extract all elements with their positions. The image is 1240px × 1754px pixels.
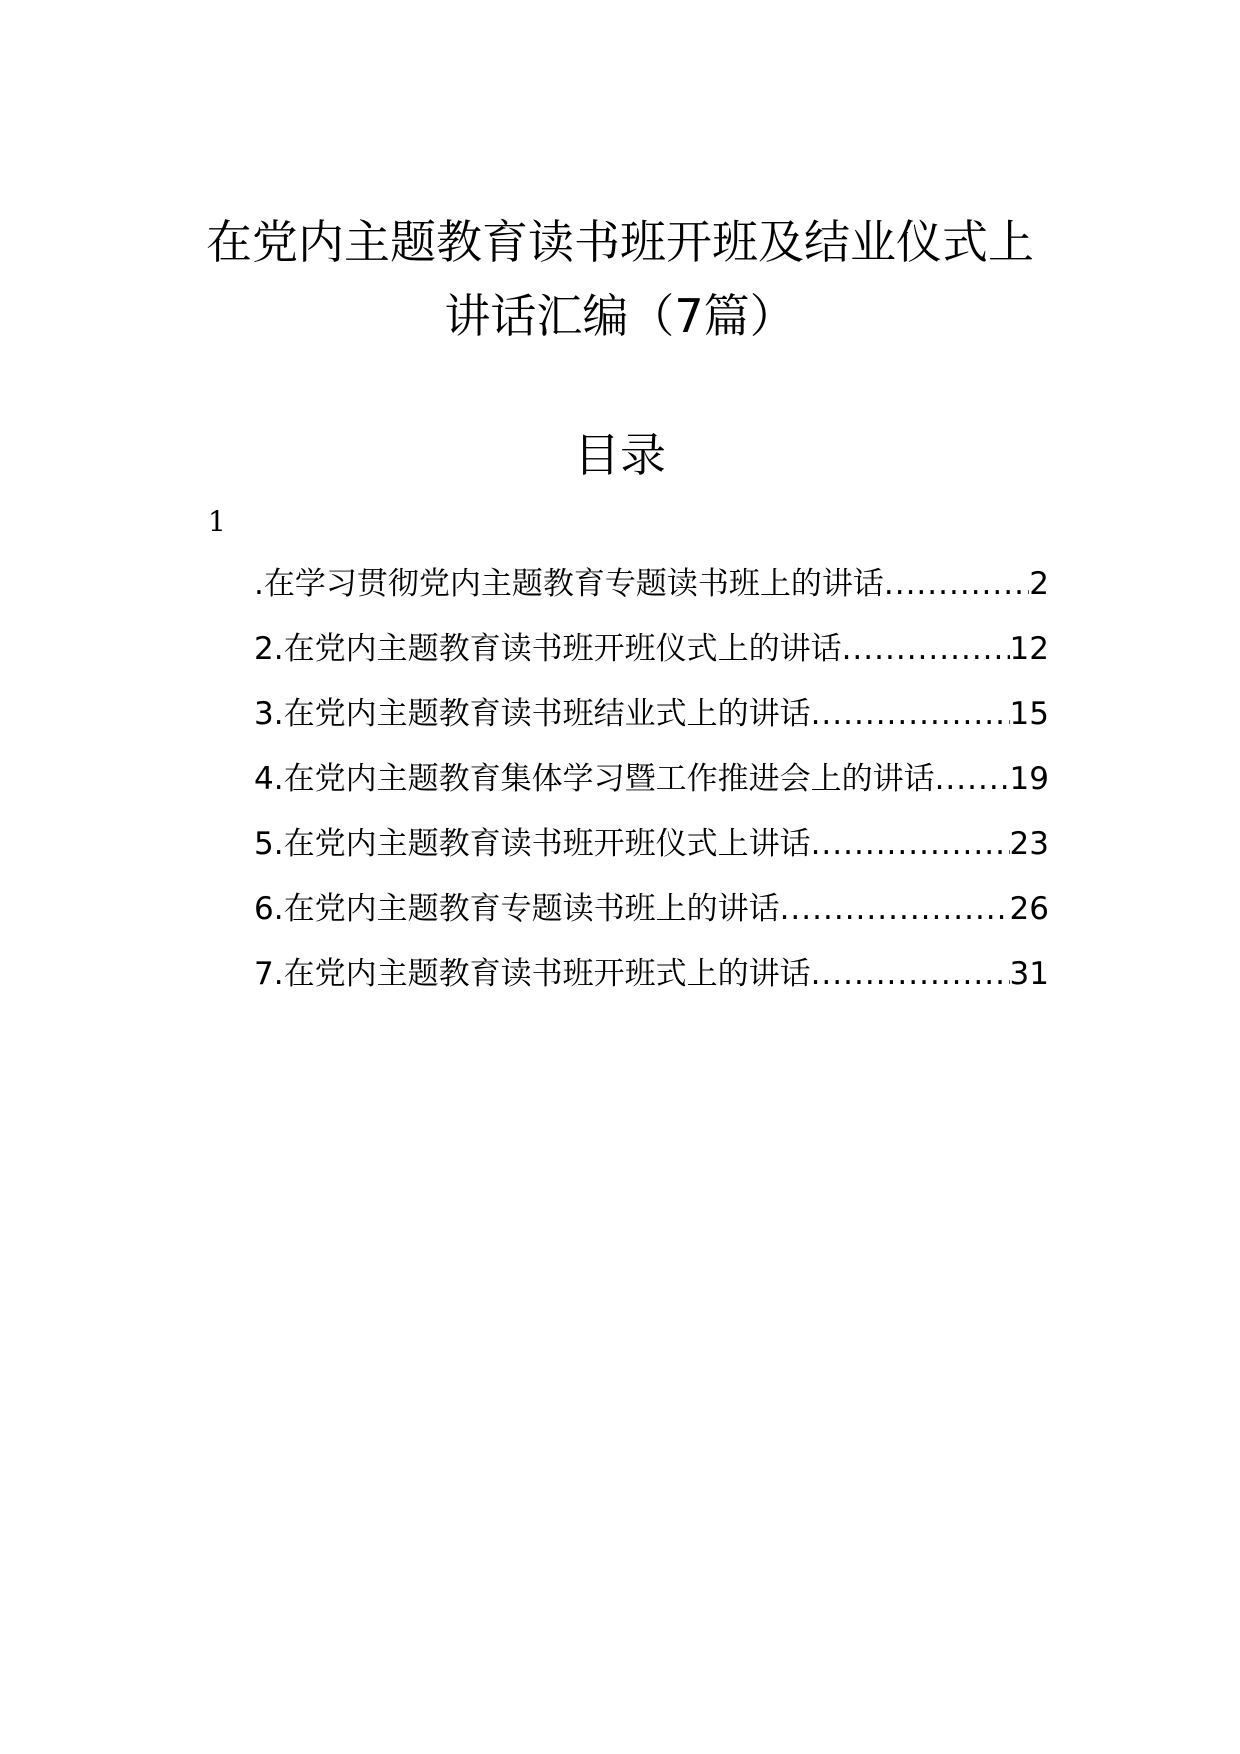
toc-entry-7[interactable] bbox=[254, 950, 1049, 1015]
toc-dot-leader bbox=[780, 885, 1010, 933]
document-title bbox=[0, 205, 1240, 353]
toc-entry-title: .在学习贯彻党内主题教育专题读书班上的讲话 bbox=[254, 566, 884, 602]
toc-entry-title: 3.在党内主题教育读书班结业式上的讲话 bbox=[254, 696, 811, 732]
toc-entry-title: 7.在党内主题教育读书班开班式上的讲话 bbox=[254, 956, 811, 992]
toc-orphan-number: 1 bbox=[208, 505, 226, 538]
toc-entry-5[interactable] bbox=[254, 820, 1049, 885]
toc-entry-page: 15 bbox=[1009, 696, 1049, 732]
title-line-2: 讲话汇编（7篇） bbox=[444, 289, 796, 343]
toc-entry-page: 12 bbox=[1009, 631, 1049, 667]
title-line-1: 在党内主题教育读书班开班及结业仪式上 bbox=[206, 215, 1034, 269]
toc-heading: 目录 bbox=[574, 428, 666, 482]
toc-dot-leader bbox=[811, 690, 1010, 738]
toc-entry-title: 2.在党内主题教育读书班开班仪式上的讲话 bbox=[254, 631, 842, 667]
toc-dot-leader bbox=[884, 560, 1029, 608]
toc-entry-3[interactable] bbox=[254, 690, 1049, 755]
toc-entry-title: 6.在党内主题教育专题读书班上的讲话 bbox=[254, 891, 780, 927]
toc-entry-page: 23 bbox=[1009, 826, 1049, 862]
toc-entry-page: 26 bbox=[1009, 891, 1049, 927]
toc-entry-page: 2 bbox=[1029, 566, 1049, 602]
toc-entry-title: 5.在党内主题教育读书班开班仪式上讲话 bbox=[254, 826, 811, 862]
toc-dot-leader bbox=[811, 950, 1010, 998]
toc-entry-title: 4.在党内主题教育集体学习暨工作推进会上的讲话 bbox=[254, 761, 935, 797]
toc-dot-leader bbox=[935, 755, 1010, 803]
toc-entry-6[interactable] bbox=[254, 885, 1049, 950]
toc-dot-leader bbox=[811, 820, 1010, 868]
table-of-contents bbox=[254, 560, 1049, 1015]
toc-entry-4[interactable] bbox=[254, 755, 1049, 820]
toc-dot-leader bbox=[842, 625, 1010, 673]
toc-entry-page: 31 bbox=[1009, 956, 1049, 992]
toc-entry-page: 19 bbox=[1009, 761, 1049, 797]
toc-entry-2[interactable] bbox=[254, 625, 1049, 690]
toc-entry-1[interactable] bbox=[254, 560, 1049, 625]
